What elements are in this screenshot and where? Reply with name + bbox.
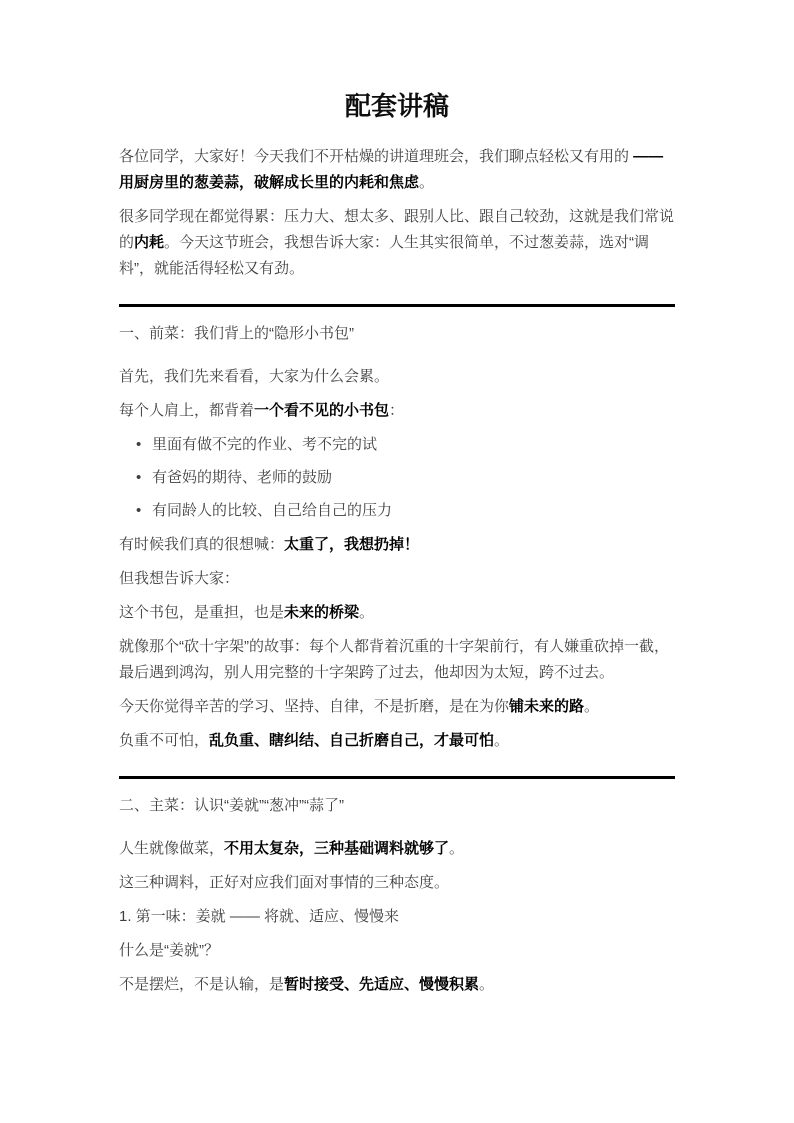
bold-text-run: 一个看不见的小书包 xyxy=(254,402,390,419)
text-run: 里面有做不完的作业、考不完的试 xyxy=(152,436,378,453)
paragraph xyxy=(119,634,675,686)
paragraph xyxy=(119,728,675,754)
bold-text-run: 未来的桥梁 xyxy=(284,604,360,621)
text-run: 这个书包，是重担，也是 xyxy=(119,604,285,621)
section-divider xyxy=(119,776,675,779)
text-run: 。 xyxy=(479,976,495,993)
text-run: 首先，我们先来看看，大家为什么会累。 xyxy=(119,368,390,385)
bullet-marker-icon: • xyxy=(136,436,142,453)
bullet-marker-icon: • xyxy=(136,469,142,486)
paragraph xyxy=(119,870,675,896)
text-run: 很多同学现在都觉得累：压力大、想太多、跟别人比、跟自己较劲，这就是我们常说的 xyxy=(119,208,675,251)
text-run: 人生就像做菜， xyxy=(119,840,225,857)
paragraph xyxy=(119,364,675,390)
text-run: 一、前菜：我们背上的“隐形小书包” xyxy=(119,325,354,342)
section-divider xyxy=(119,304,675,307)
text-run: 。 xyxy=(449,840,465,857)
text-run: 今天你觉得辛苦的学习、坚持、自律，不是折磨，是在为你 xyxy=(119,698,510,715)
paragraph xyxy=(119,836,675,862)
paragraph xyxy=(119,532,675,558)
section-heading xyxy=(119,793,675,819)
bullet-list-item xyxy=(119,432,675,458)
section-heading xyxy=(119,321,675,347)
bold-text-run: ——用厨房里的葱姜蒜，破解成长里的内耗和焦虑 xyxy=(119,148,664,191)
bold-text-run: 铺未来的路 xyxy=(509,698,585,715)
paragraph xyxy=(119,938,675,964)
text-run: 。今天这节班会，我想告诉大家：人生其实很简单，不过葱姜蒜，选对“调料”，就能活得轻松又有劲。 xyxy=(119,234,650,277)
text-run: 就像那个“砍十字架”的故事：每个人都背着沉重的十字架前行，有人嫌重砍掉一截，最后遇到鸿沟，别人用完整的十字架跨了过去，他却因为太短，跨不过去。 xyxy=(119,638,669,681)
bold-text-run: 乱负重、瞎纠结、自己折磨自己，才最可怕 xyxy=(209,732,495,749)
text-run: 有同龄人的比较、自己给自己的压力 xyxy=(152,502,393,519)
bold-text-run: 内耗 xyxy=(134,234,165,251)
bullet-list-item xyxy=(119,465,675,491)
bold-text-run: 太重了，我想扔掉！ xyxy=(284,536,420,553)
text-run: 但我想告诉大家： xyxy=(119,570,240,587)
text-run: 每个人肩上，都背着 xyxy=(119,402,255,419)
bullet-list xyxy=(119,432,675,524)
text-run: 什么是“姜就”？ xyxy=(119,942,219,959)
paragraph xyxy=(119,566,675,592)
text-run: ： xyxy=(389,402,405,419)
text-run: 。 xyxy=(359,604,375,621)
bold-text-run: 暂时接受、先适应、慢慢积累 xyxy=(284,976,480,993)
document-title: 配套讲稿 xyxy=(344,91,449,121)
text-run: 二、主菜：认识“姜就”“葱冲”“蒜了” xyxy=(119,797,344,814)
paragraph xyxy=(119,600,675,626)
paragraph xyxy=(119,144,675,196)
text-run: 不是摆烂，不是认输，是 xyxy=(119,976,285,993)
paragraph xyxy=(119,398,675,424)
text-run: 有爸妈的期待、老师的鼓励 xyxy=(152,469,333,486)
bold-text-run: 不用太复杂，三种基础调料就够了 xyxy=(224,840,450,857)
paragraph xyxy=(119,694,675,720)
bullet-list-item xyxy=(119,498,675,524)
text-run: 这三种调料，正好对应我们面对事情的三种态度。 xyxy=(119,874,450,891)
text-run: 各位同学，大家好！今天我们不开枯燥的讲道理班会，我们聊点轻松又有用的 xyxy=(119,148,634,165)
text-run: 。 xyxy=(494,732,510,749)
text-run: 。 xyxy=(584,698,600,715)
paragraph xyxy=(119,972,675,998)
bullet-marker-icon: • xyxy=(136,502,142,519)
paragraph xyxy=(119,204,675,282)
text-run: 有时候我们真的很想喊： xyxy=(119,536,285,553)
text-run: 负重不可怕， xyxy=(119,732,210,749)
subsection-heading xyxy=(119,904,675,930)
text-run: 1. 第一味：姜就 —— 将就、适应、慢慢来 xyxy=(119,908,400,925)
text-run: 。 xyxy=(419,174,435,191)
